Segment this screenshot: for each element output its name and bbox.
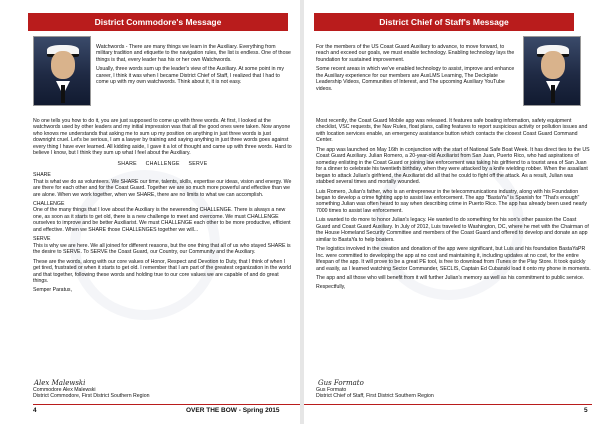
- chief-of-staff-banner: District Chief of Staff's Message: [314, 13, 574, 31]
- footer-title: OVER THE BOW - Spring 2015: [186, 407, 280, 414]
- officer-face-shape: [541, 51, 565, 79]
- page-number-right: 5: [584, 407, 588, 414]
- cos-paragraph-5: Luis Romero, Julian's father, who is an entrepreneur in the telecommunications industry, along with his Foundation began to develop a crime fighting app to assist law enforcement. The app "BastaYa" is Spanish for "That's enough" something Julian was often heard to say when describing crime in Puerto Rico. The app has already been used nearly 7000 times to assist law enforcement.: [316, 188, 587, 214]
- signer-title: District Commodore, First District Southern Region: [33, 393, 150, 400]
- chief-of-staff-photo: [523, 36, 581, 106]
- commodore-banner: District Commodore's Message: [28, 13, 288, 31]
- commodore-photo: [33, 36, 91, 106]
- commodore-body: [33, 118, 292, 297]
- cos-paragraph-7: The logistics involved in the creation and donation of the app were significant, but Luis and his foundation BastaYaPR Inc. were committed to developing the app at no cost and maintaining it, including updates at no cost, for the entire lifespan of the app. It will prove to be a great PE tool, is free to download from iTunes or the Play Store. It took quickly and easily, as I learned watching Sector Commander, SECLIS, Captain Ed Cubanski load it onto my phone in moments.: [316, 246, 591, 272]
- officer-face-shape: [51, 51, 75, 79]
- cos-paragraph-8: The app and all those who will benefit from it will further Julian's memory as well as his commitment to public service.: [316, 274, 585, 281]
- chief-body: [316, 118, 592, 294]
- cos-paragraph-2: Some recent areas in which we've enabled technology to assist, improve and enhance the Auxiliary experience for our members are AuxLMS Learning, The Deckplate Leadership Videos, Communities of Interest, and The upcoming Auxiliary YouTube videos.: [316, 66, 515, 92]
- cos-signer-name: Gus Formato: [316, 387, 347, 393]
- salutation: Semper Paratus,: [33, 287, 72, 294]
- section-text-serve: This is why we are here. We all joined for different reasons, but the one thing that all of us who stayed SHARE is the desire to SERVE. To SERVE the Coast Guard, our Country, our Community and the Auxiliary.: [33, 242, 291, 256]
- commodore-signature: Alex Malewski: [34, 379, 86, 387]
- intro-paragraph-2: Usually, three words sum up the leader's view of the Auxiliary. At some point in my career, I think it was when I became District Chief of Staff, I realized that I had to come up with my own watchwords. Think about it, it is not easy.: [96, 66, 284, 86]
- section-text-challenge: One of the many things that I love about the Auxiliary is the neverending CHALLENGE. There is always a new one, as soon as it starts to get old, there is a new challenge to meet and overcome. We must CHALLENGE ourselves to improve and be better Auxiliarist. We must CHALLENGE each other to be more productive, efficient and effective. When we SHARE those CHALLENGES together we will...: [33, 207, 291, 233]
- section-text-share: That is what we do as volunteers. We SHARE our time, talents, skills, expertise our ideas, vision and energy. We are there for each other and for the Coast Guard. Together we are so much more powerful and effective than we are alone. When we work together, when we SHARE, there are no limits to what we can accomplish.: [33, 178, 292, 198]
- page-number-left: 4: [33, 407, 37, 414]
- officer-tie-shape: [551, 85, 555, 103]
- footer-rule-right: [304, 404, 592, 405]
- commodore-signer-block: [33, 387, 292, 400]
- right-page: [304, 0, 600, 424]
- cos-salutation: Respectfully,: [316, 284, 346, 291]
- closing-paragraph: These are the words, along with our core values of Honor, Respect and Devotion to Duty, that I think of when I get tired, frustrated or when it starts to get old. I remember that I am part of the greatest organization in the world and that together, following these words and holding true to our core values we are capable of and do great things.: [33, 258, 292, 284]
- footer-rule-left: [33, 404, 300, 405]
- commodore-intro: [96, 44, 292, 89]
- cos-paragraph-1: For the members of the US Coast Guard Auxiliary to advance, to move forward, to reach and exceed our goals, we must enable technology. Enabling technology lays the foundation for sustained improvement.: [316, 44, 515, 63]
- section-heading-serve: SERVE: [33, 236, 51, 243]
- cos-signer-title: District Chief of Staff, First District Southern Region: [316, 393, 434, 400]
- section-heading-share: SHARE: [33, 172, 51, 179]
- cos-paragraph-3: Most recently, the Coast Guard Mobile app was released. It features safe boating information, safety equipment checklist, VSC requests, the Nav Rules, float plans, calling features to report suspicious activity or pollution issues and with location services enable, an emergency assistance button which contacts the closest Coast Guard Command Center.: [316, 118, 588, 144]
- signer-name: Commodore Alex Malewski: [33, 387, 96, 393]
- officer-tie-shape: [61, 85, 65, 103]
- watchwords-line: SHARE CHALLENGE SERVE: [117, 160, 208, 167]
- cos-paragraph-4: The app was launched on May 16th in conjunction with the start of National Safe Boat Week. It has direct ties to the US Coast Guard Auxiliary. Julian Romero, a 20-year-old Auxiliarist from San Juan, Puerto Rico, who had aspirations of someday enlisting in the Coast Guard or joining law enforcement was taking his girlfriend to a tourist area of San Juan for a dinner to celebrate his twentieth birthday, when they were attacked by a knife wielding robber. When the assailant began to attack Julian's girlfriend, the Auxiliarist did all that he could to fight off the attack. As a result, Julian was stabbed several times and mortally wounded.: [316, 146, 590, 186]
- section-heading-challenge: CHALLENGE: [33, 200, 65, 207]
- intro-paragraph-1: Watchwords - There are many things we learn in the Auxiliary. Everything from military tradition and etiquette to the navigation rules, the list is endless. One of those things is that, every leader has his or her own Watchwords.: [96, 44, 291, 63]
- cos-paragraph-6: Luis wanted to do more to honor Julian's legacy. He wanted to do something for his son's other passion the Coast Guard and Coast Guard Auxiliary. In July of 2012, Luis traveled to Washington, DC, where he met with the Chairman of the House Homeland Security Committee and members of the Coast Guard and offered to develop and donate an app similar to BastaYa to help boaters.: [316, 217, 589, 243]
- chief-signature: Gus Formato: [318, 379, 364, 387]
- body-paragraph-1: No one tells you how to do it, you are just supposed to come up with three words. At first, I looked at the watchwords used by other leaders and my initial impression was that all the good ones were taken. Now anyone who knows me understands that asking me to sum up my position on anything in just three words is just downright cruel. Let's be serious, I am a lawyer by training and saying anything in just three words goes against every thing I have ever learned. All kidding aside, I gave it a lot of thought and came up with three words. Hard to believe I know, but I think they sum up what I feel about the Auxiliary.: [33, 118, 292, 157]
- chief-signer-block: [316, 387, 592, 400]
- chief-intro: [316, 44, 516, 95]
